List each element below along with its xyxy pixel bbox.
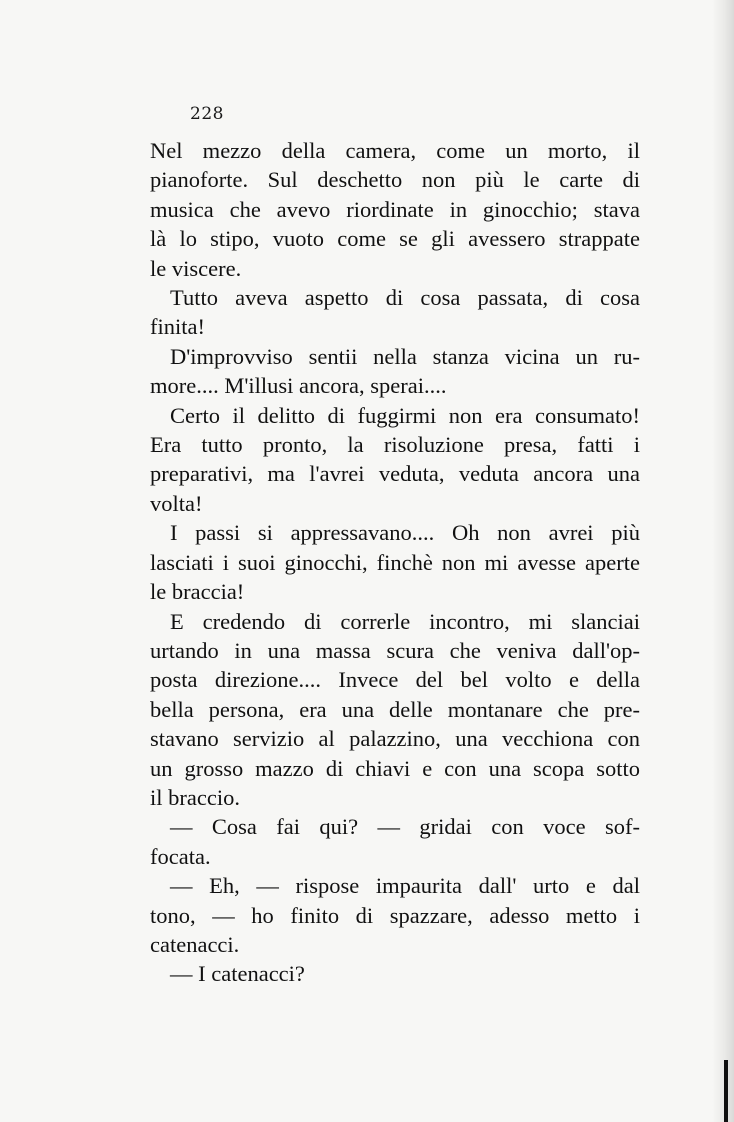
text-line: le viscere. <box>150 255 242 281</box>
text-line: le braccia! <box>150 579 245 605</box>
binding-mark <box>724 1060 728 1122</box>
paragraph <box>150 607 640 813</box>
paragraph <box>150 136 640 283</box>
text-line: catenacci. <box>150 931 240 957</box>
text-line: Era tutto pronto, la risoluzione presa, fatti i <box>150 432 640 458</box>
paragraph <box>150 283 640 342</box>
text-line: tono, — ho finito di spazzare, adesso metto i <box>150 902 640 928</box>
text-line: stavano servizio al palazzino, una vecchiona con <box>150 726 640 752</box>
paragraph <box>150 342 640 401</box>
text-line: — Cosa fai qui? — gridai con voce sof- <box>170 814 640 840</box>
page-number: 228 <box>190 104 224 124</box>
text-line: more.... M'illusi ancora, sperai.... <box>150 373 447 399</box>
body-text <box>150 136 640 989</box>
text-line: Tutto aveva aspetto di cosa passata, di cosa <box>170 285 640 311</box>
paragraph <box>150 518 640 606</box>
text-line: musica che avevo riordinate in ginocchio; stava <box>150 196 640 222</box>
text-line: — I catenacci? <box>170 961 305 987</box>
paragraph <box>150 871 640 959</box>
text-line: là lo stipo, vuoto come se gli avessero strappate <box>150 226 640 252</box>
text-line: preparativi, ma l'avrei veduta, veduta ancora una <box>150 461 640 487</box>
page-edge-shadow <box>712 0 734 1122</box>
text-line: volta! <box>150 490 203 516</box>
paragraph <box>150 812 640 871</box>
text-line: urtando in una massa scura che veniva dall'op- <box>150 637 640 663</box>
text-line: pianoforte. Sul deschetto non più le carte di <box>150 167 640 193</box>
paragraph <box>150 959 640 988</box>
text-line: lasciati i suoi ginocchi, finchè non mi avesse aperte <box>150 549 640 575</box>
text-line: finita! <box>150 314 205 340</box>
text-line: Certo il delitto di fuggirmi non era consumato! <box>170 402 640 428</box>
text-line: focata. <box>150 843 211 869</box>
text-line: I passi si appressavano.... Oh non avrei più <box>170 520 640 546</box>
paragraph <box>150 401 640 519</box>
text-line: D'improvviso sentii nella stanza vicina un ru- <box>170 343 640 369</box>
text-line: E credendo di correrle incontro, mi slanciai <box>170 608 640 634</box>
text-line: il braccio. <box>150 784 240 810</box>
text-line: bella persona, era una delle montanare che pre- <box>150 696 640 722</box>
text-line: Nel mezzo della camera, come un morto, il <box>150 138 640 163</box>
text-line: posta direzione.... Invece del bel volto e della <box>150 667 640 693</box>
text-line: — Eh, — rispose impaurita dall' urto e dal <box>170 873 640 899</box>
text-line: un grosso mazzo di chiavi e con una scopa sotto <box>150 755 640 781</box>
